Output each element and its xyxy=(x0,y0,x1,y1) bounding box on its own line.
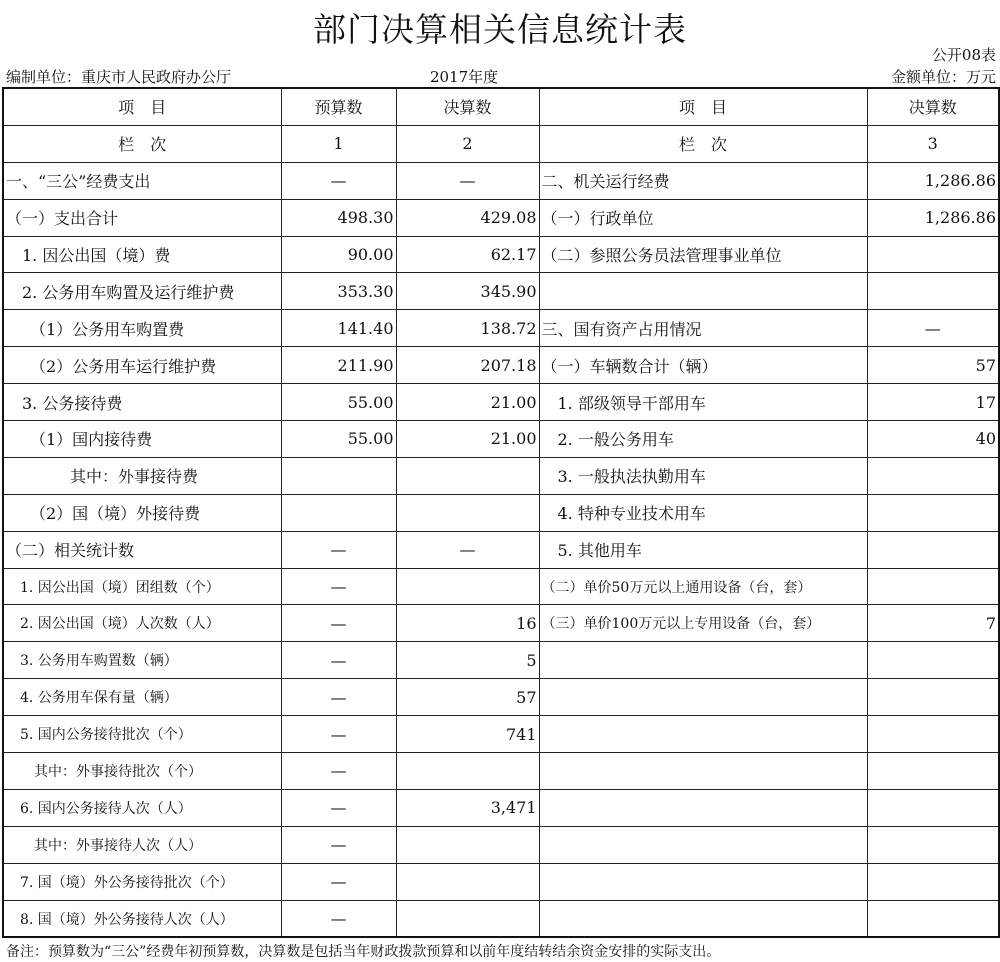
right-item-cell xyxy=(539,826,867,863)
final-cell: 138.72 xyxy=(396,310,539,347)
right-final-cell xyxy=(867,716,999,753)
final-cell: — xyxy=(396,162,539,199)
final-cell xyxy=(396,568,539,605)
right-item-cell xyxy=(539,273,867,310)
right-item-cell xyxy=(539,863,867,900)
left-item-cell: （二）相关统计数 xyxy=(3,531,281,568)
final-cell: 207.18 xyxy=(396,347,539,384)
final-cell: 21.00 xyxy=(396,421,539,458)
budget-cell: — xyxy=(281,605,396,642)
left-item-cell: 6. 国内公务接待人次（人） xyxy=(3,789,281,826)
right-item-cell xyxy=(539,679,867,716)
final-cell: 16 xyxy=(396,605,539,642)
column-label: 栏 次 xyxy=(3,125,281,162)
budget-cell xyxy=(281,457,396,494)
footnote: 备注：预算数为“三公”经费年初预算数，决算数是包括当年财政拨款预算和以前年度结转结余资金安排的实际支出。 xyxy=(6,944,721,960)
table-row xyxy=(3,457,999,494)
budget-cell: 498.30 xyxy=(281,199,396,236)
page-title: 部门决算相关信息统计表 xyxy=(313,10,687,49)
budget-cell: 55.00 xyxy=(281,421,396,458)
right-final-cell: 1,286.86 xyxy=(867,162,999,199)
right-final-cell: 17 xyxy=(867,384,999,421)
right-final-cell xyxy=(867,642,999,679)
compiling-unit: 编制单位：重庆市人民政府办公厅 xyxy=(6,68,232,86)
right-item-cell: 三、国有资产占用情况 xyxy=(539,310,867,347)
right-final-cell xyxy=(867,789,999,826)
right-item-cell: （一）行政单位 xyxy=(539,199,867,236)
budget-cell: 211.90 xyxy=(281,347,396,384)
budget-cell: — xyxy=(281,642,396,679)
table-row xyxy=(3,605,999,642)
right-item-cell xyxy=(539,753,867,790)
final-cell xyxy=(396,753,539,790)
right-item-cell: 1. 部级领导干部用车 xyxy=(539,384,867,421)
final-cell: 5 xyxy=(396,642,539,679)
budget-cell: — xyxy=(281,789,396,826)
right-item-cell: 4. 特种专业技术用车 xyxy=(539,494,867,531)
left-item-cell: 4. 公务用车保有量（辆） xyxy=(3,679,281,716)
budget-cell: — xyxy=(281,568,396,605)
left-item-cell: （2）公务用车运行维护费 xyxy=(3,347,281,384)
budget-cell xyxy=(281,494,396,531)
final-cell xyxy=(396,457,539,494)
right-final-cell: 40 xyxy=(867,421,999,458)
budget-cell: — xyxy=(281,753,396,790)
column-3: 3 xyxy=(867,125,999,162)
table-row xyxy=(3,494,999,531)
right-final-cell xyxy=(867,236,999,273)
left-item-cell: 2. 因公出国（境）人次数（人） xyxy=(3,605,281,642)
left-item-cell: 1. 因公出国（境）费 xyxy=(3,236,281,273)
table-row xyxy=(3,716,999,753)
left-item-cell: （一）支出合计 xyxy=(3,199,281,236)
right-final-cell: — xyxy=(867,310,999,347)
left-item-cell: （1）公务用车购置费 xyxy=(3,310,281,347)
right-final-cell xyxy=(867,568,999,605)
right-item-cell: 5. 其他用车 xyxy=(539,531,867,568)
table-row xyxy=(3,900,999,937)
table-row xyxy=(3,568,999,605)
budget-cell: 353.30 xyxy=(281,273,396,310)
final-cell: 57 xyxy=(396,679,539,716)
header-item-2: 项 目 xyxy=(539,88,867,125)
right-final-cell xyxy=(867,457,999,494)
right-item-cell: 二、机关运行经费 xyxy=(539,162,867,199)
final-cell: 345.90 xyxy=(396,273,539,310)
table-row xyxy=(3,679,999,716)
table-row xyxy=(3,273,999,310)
budget-cell: — xyxy=(281,900,396,937)
budget-cell: — xyxy=(281,863,396,900)
final-cell xyxy=(396,494,539,531)
table-row xyxy=(3,826,999,863)
final-cell: — xyxy=(396,531,539,568)
budget-cell: 141.40 xyxy=(281,310,396,347)
left-item-cell: 7. 国（境）外公务接待批次（个） xyxy=(3,863,281,900)
left-item-cell: 5. 国内公务接待批次（个） xyxy=(3,716,281,753)
right-final-cell xyxy=(867,900,999,937)
table-row xyxy=(3,642,999,679)
final-cell: 429.08 xyxy=(396,199,539,236)
right-item-cell xyxy=(539,716,867,753)
header-final: 决算数 xyxy=(396,88,539,125)
budget-cell: — xyxy=(281,826,396,863)
table-row xyxy=(3,531,999,568)
budget-cell: — xyxy=(281,716,396,753)
final-cell: 741 xyxy=(396,716,539,753)
right-final-cell xyxy=(867,679,999,716)
table-row xyxy=(3,199,999,236)
left-item-cell: 8. 国（境）外公务接待人次（人） xyxy=(3,900,281,937)
left-item-cell: 3. 公务用车购置数（辆） xyxy=(3,642,281,679)
right-item-cell xyxy=(539,789,867,826)
left-item-cell: 3. 公务接待费 xyxy=(3,384,281,421)
budget-cell: — xyxy=(281,162,396,199)
right-final-cell: 1,286.86 xyxy=(867,199,999,236)
report-year: 2017年度 xyxy=(430,68,499,86)
final-cell xyxy=(396,900,539,937)
right-final-cell: 7 xyxy=(867,605,999,642)
budget-cell: — xyxy=(281,531,396,568)
left-item-cell: 其中：外事接待人次（人） xyxy=(3,826,281,863)
budget-cell: 55.00 xyxy=(281,384,396,421)
table-row xyxy=(3,162,999,199)
right-final-cell xyxy=(867,273,999,310)
budget-cell: 90.00 xyxy=(281,236,396,273)
right-item-cell xyxy=(539,900,867,937)
statistics-table xyxy=(2,87,1000,938)
right-final-cell: 57 xyxy=(867,347,999,384)
column-number-row xyxy=(3,125,999,162)
table-row xyxy=(3,236,999,273)
right-item-cell: 2. 一般公务用车 xyxy=(539,421,867,458)
table-row xyxy=(3,863,999,900)
right-item-cell: （二）单价50万元以上通用设备（台，套） xyxy=(539,568,867,605)
left-item-cell: 其中：外事接待费 xyxy=(3,457,281,494)
left-item-cell: 其中：外事接待批次（个） xyxy=(3,753,281,790)
column-label-2: 栏 次 xyxy=(539,125,867,162)
table-row xyxy=(3,347,999,384)
table-row xyxy=(3,753,999,790)
right-item-cell: （二）参照公务员法管理事业单位 xyxy=(539,236,867,273)
table-row xyxy=(3,421,999,458)
left-item-cell: （1）国内接待费 xyxy=(3,421,281,458)
right-final-cell xyxy=(867,494,999,531)
header-item: 项 目 xyxy=(3,88,281,125)
column-1: 1 xyxy=(281,125,396,162)
column-2: 2 xyxy=(396,125,539,162)
right-item-cell: 3. 一般执法执勤用车 xyxy=(539,457,867,494)
table-row xyxy=(3,789,999,826)
table-row xyxy=(3,384,999,421)
left-item-cell: 1. 因公出国（境）团组数（个） xyxy=(3,568,281,605)
header-row xyxy=(3,88,999,125)
left-item-cell: （2）国（境）外接待费 xyxy=(3,494,281,531)
final-cell: 3,471 xyxy=(396,789,539,826)
right-item-cell xyxy=(539,642,867,679)
right-final-cell xyxy=(867,753,999,790)
right-final-cell xyxy=(867,863,999,900)
left-item-cell: 2. 公务用车购置及运行维护费 xyxy=(3,273,281,310)
table-number: 公开08表 xyxy=(931,46,996,64)
final-cell xyxy=(396,826,539,863)
right-item-cell: （一）车辆数合计（辆） xyxy=(539,347,867,384)
final-cell: 62.17 xyxy=(396,236,539,273)
table-row xyxy=(3,310,999,347)
right-final-cell xyxy=(867,531,999,568)
final-cell: 21.00 xyxy=(396,384,539,421)
header-final-2: 决算数 xyxy=(867,88,999,125)
header-budget: 预算数 xyxy=(281,88,396,125)
final-cell xyxy=(396,863,539,900)
budget-cell: — xyxy=(281,679,396,716)
right-final-cell xyxy=(867,826,999,863)
left-item-cell: 一、“三公”经费支出 xyxy=(3,162,281,199)
right-item-cell: （三）单价100万元以上专用设备（台，套） xyxy=(539,605,867,642)
amount-unit: 金额单位：万元 xyxy=(890,68,996,86)
